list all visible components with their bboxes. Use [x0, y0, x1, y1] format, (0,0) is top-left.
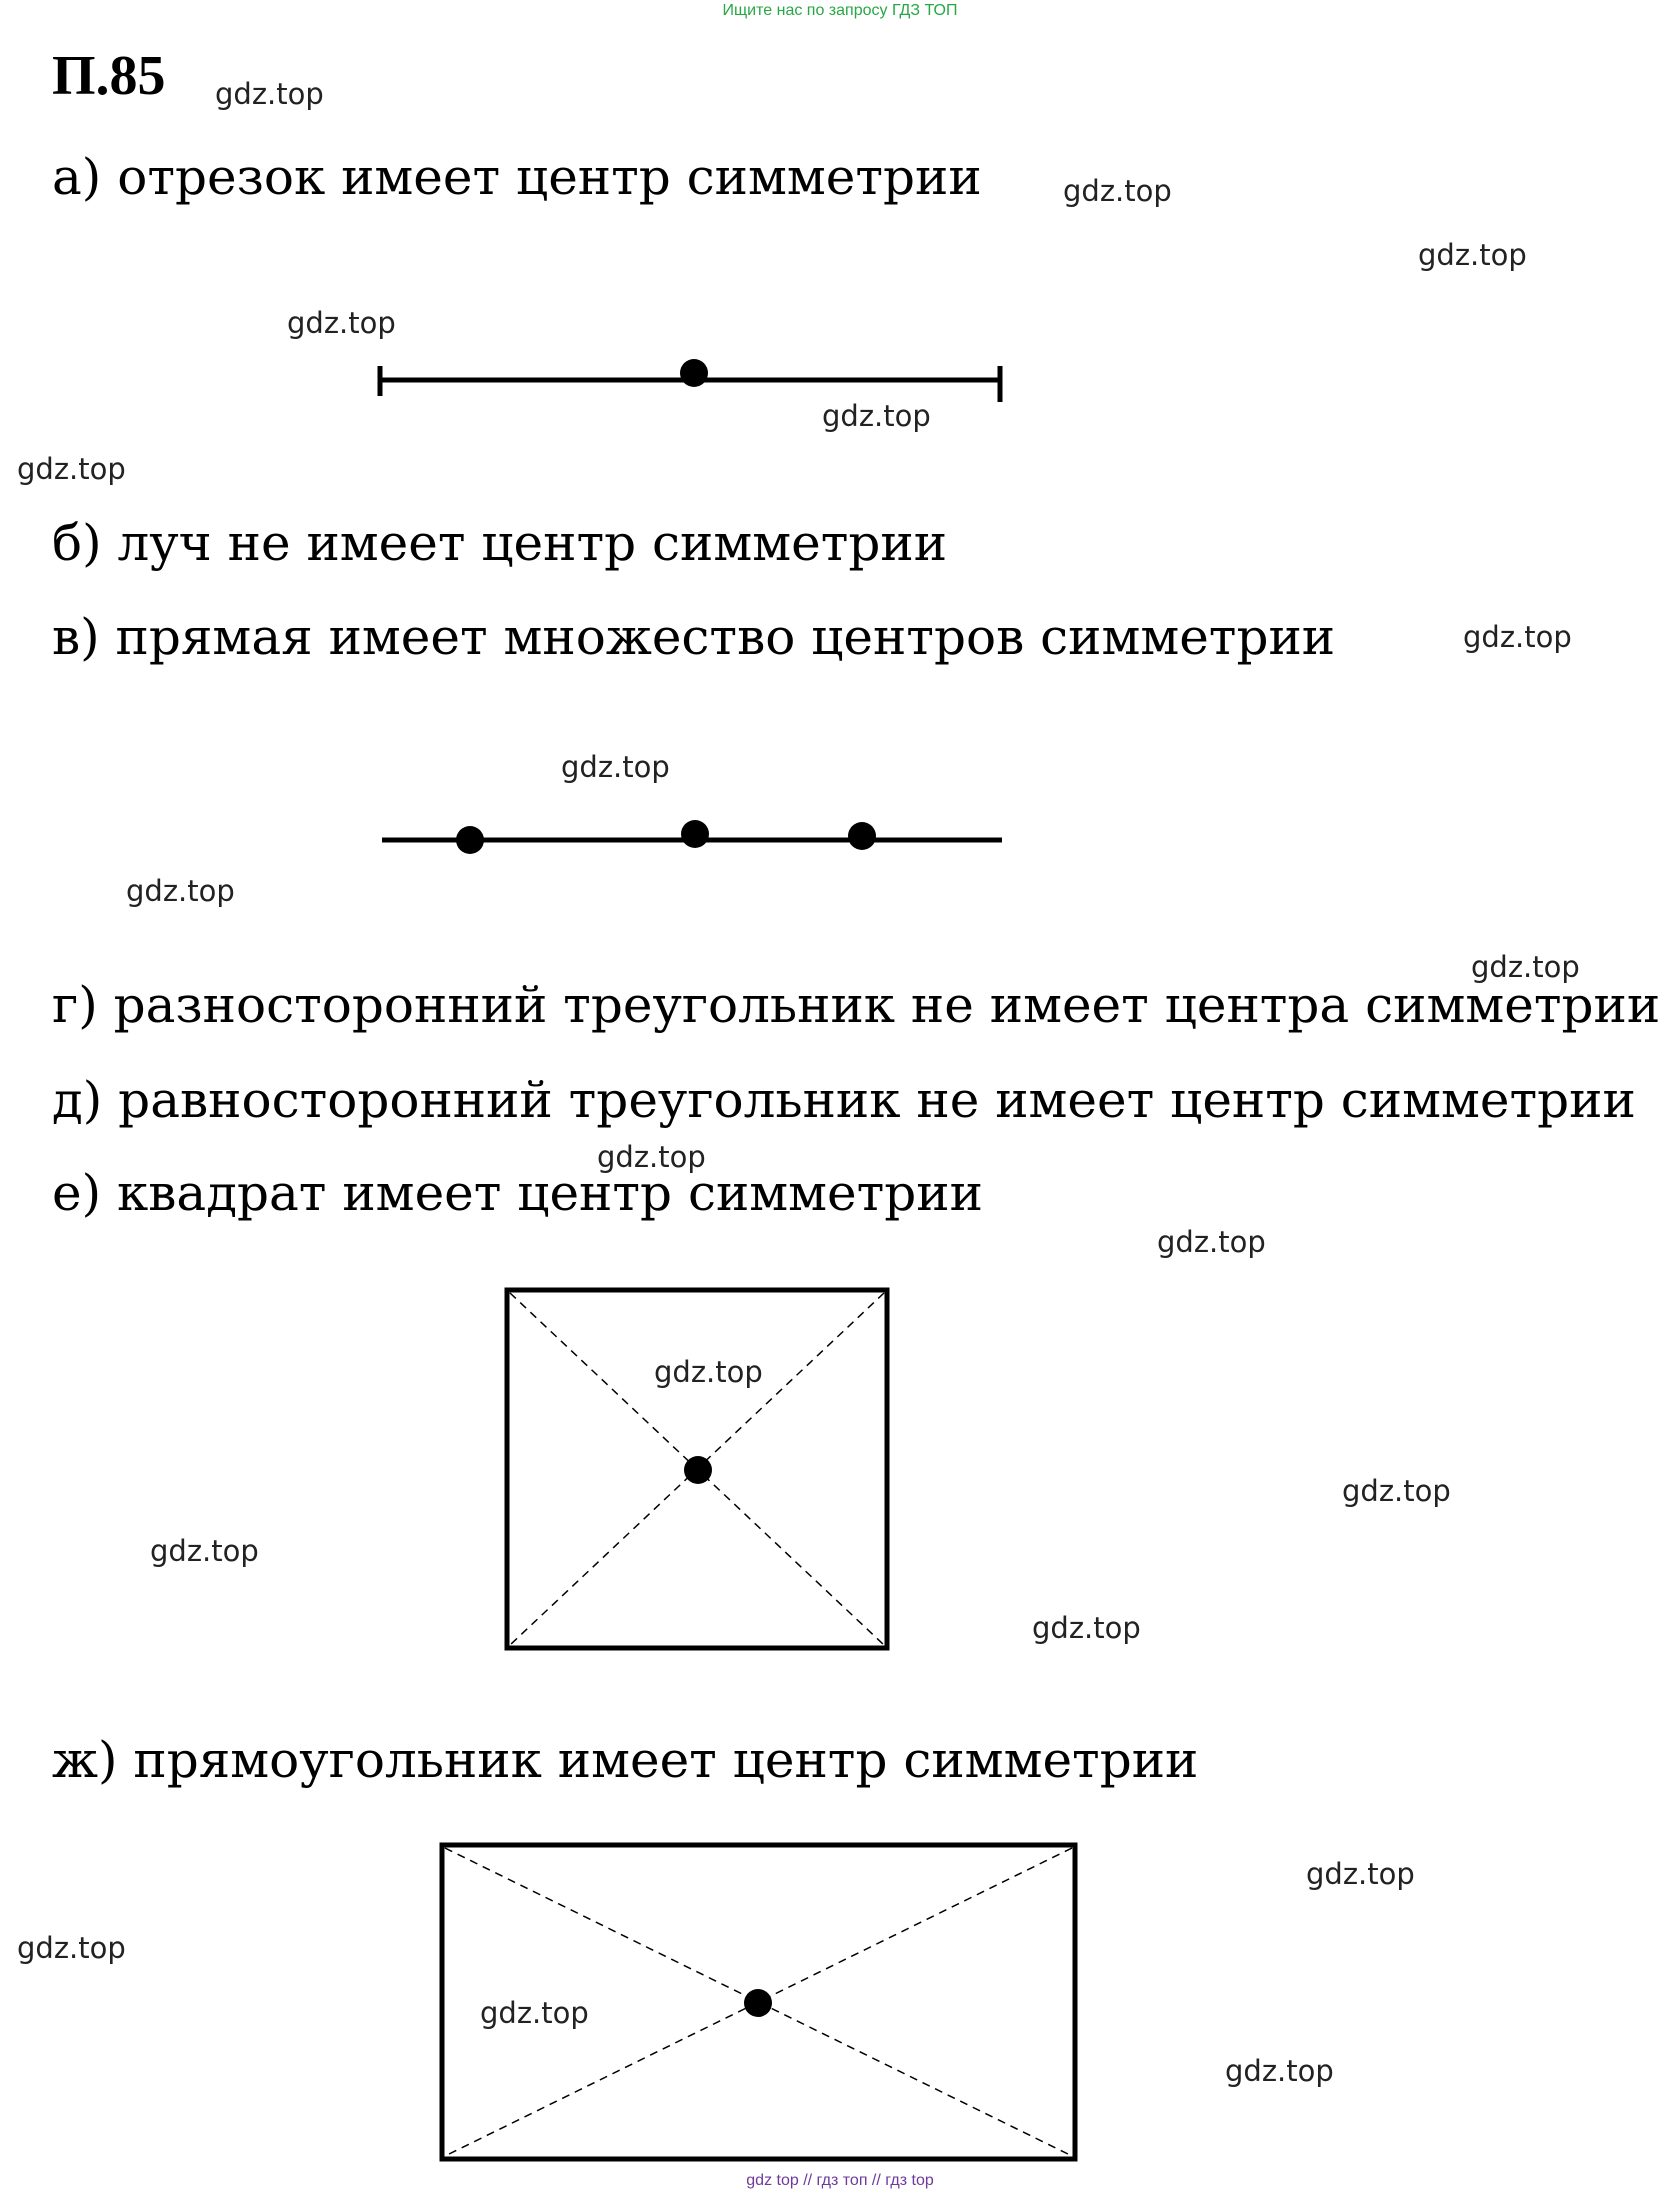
problem-title: П.85	[52, 45, 166, 107]
watermark: gdz.top	[1463, 620, 1572, 654]
line-figure	[382, 820, 1002, 854]
segment-center-point	[680, 359, 708, 387]
watermark: gdz.top	[287, 306, 396, 340]
rectangle-center-point	[744, 1989, 772, 2017]
watermark: gdz.top	[1471, 950, 1580, 984]
watermark: gdz.top	[822, 399, 931, 433]
item-v-line: в) прямая имеет множество центров симметрии	[52, 608, 1336, 666]
line-center-point-1	[456, 826, 484, 854]
item-d-equilateral-triangle: д) равносторонний треугольник не имеет центр симметрии	[52, 1071, 1636, 1129]
segment-figure	[380, 359, 1000, 402]
footer: gdz top // гдз топ // гдз top	[746, 2172, 934, 2189]
watermark: gdz.top	[1063, 174, 1172, 208]
watermark: gdz.top	[597, 1140, 706, 1174]
watermark: gdz.top	[561, 750, 670, 784]
watermark: gdz.top	[1418, 238, 1527, 272]
item-g-scalene-triangle: г) разносторонний треугольник не имеет центра симметрии	[52, 976, 1661, 1034]
watermark: gdz.top	[17, 1931, 126, 1965]
line-center-point-2	[681, 820, 709, 848]
watermark: gdz.top	[1032, 1611, 1141, 1645]
watermark: gdz.top	[126, 874, 235, 908]
watermark: gdz.top	[17, 452, 126, 486]
square-figure	[507, 1290, 887, 1648]
watermark: gdz.top	[1342, 1474, 1451, 1508]
watermark: gdz.top	[1306, 1857, 1415, 1891]
item-zh-rectangle: ж) прямоугольник имеет центр симметрии	[52, 1731, 1199, 1789]
top-banner: Ищите нас по запросу ГДЗ ТОП	[722, 2, 958, 19]
line-center-point-3	[848, 822, 876, 850]
watermark: gdz.top	[480, 1996, 589, 2030]
watermark: gdz.top	[654, 1355, 763, 1389]
watermark: gdz.top	[150, 1534, 259, 1568]
item-b-ray: б) луч не имеет центр симметрии	[52, 514, 948, 572]
item-e-square: е) квадрат имеет центр симметрии	[52, 1164, 983, 1222]
watermark: gdz.top	[1225, 2054, 1334, 2088]
item-a-segment: а) отрезок имеет центр симметрии	[52, 148, 982, 206]
watermark: gdz.top	[1157, 1225, 1266, 1259]
watermark: gdz.top	[215, 77, 324, 111]
square-center-point	[684, 1456, 712, 1484]
